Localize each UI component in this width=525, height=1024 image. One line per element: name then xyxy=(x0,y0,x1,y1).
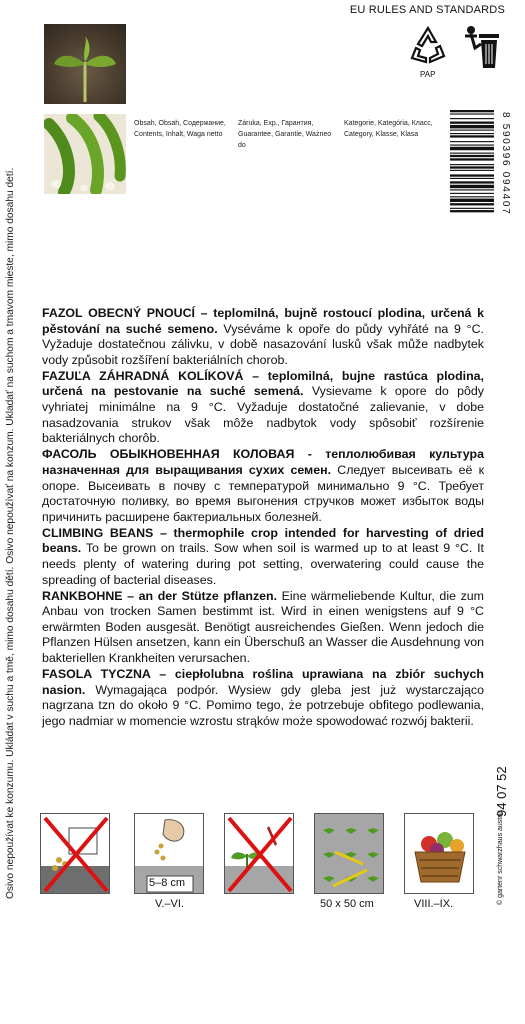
barcode-bar xyxy=(450,170,494,171)
pap-label: PAP xyxy=(420,70,436,79)
barcode-number: 8 590396 094407 xyxy=(500,112,511,216)
paragraph-en-body: To be grown on trails. Sow when soil is warmed up to at least 9 °C. It needs plenty of watering during pot setting, overwatering could cause the spreading of bacterial diseases. xyxy=(42,541,484,587)
spacing-label: 50 x 50 cm xyxy=(320,898,374,910)
barcode-bar xyxy=(450,141,494,142)
sowing-period-label: V.–VI. xyxy=(155,898,184,910)
barcode-bar xyxy=(450,113,494,114)
paragraph-en-title: CLIMBING BEANS – thermophile crop intended for harvesting of dried beans. xyxy=(42,525,484,556)
paragraph-de-title: RANKBOHNE – an der Stütze pflanzen. xyxy=(42,588,278,603)
paragraph-ru-title: ФАСОЛЬ ОБЫКНОВЕННАЯ КОЛОВАЯ - теплолюбивая культура назначенная для выращивания сухих семен. xyxy=(42,447,484,477)
barcode-bar xyxy=(450,193,494,194)
waste-bin-icon xyxy=(461,22,503,72)
pictogram-row xyxy=(40,813,480,893)
barcode-bar xyxy=(450,189,494,190)
sowing-depth-label: 5–8 cm xyxy=(149,877,186,889)
barcode-bar xyxy=(450,153,494,154)
paragraph-de-body: Eine wärmeliebende Kultur, die zum Anbau von trocken Samen bestimmt ist. Wird in einen wenigstens auf 9 °C erwärmten Boden ausgesät. Benötigt ausreichendes Gießen. Wenn jedoch die Pflanzen Hülsen ansetzen, kann ein Überschuß an Wasser die Ausdehnung von bakteriellen Krankheiten verursachen. xyxy=(42,588,484,666)
info-category xyxy=(344,118,444,140)
info-guarantee-line1: Záruka, Exp., Гарантия, xyxy=(238,120,314,127)
barcode-bar xyxy=(450,174,494,176)
info-guarantee xyxy=(238,118,338,151)
paragraph-cz xyxy=(42,306,484,368)
paragraph-sk-body: Vysievame k opore do pôdy vyhriatej minimálne na 9 °C. Vyžaduje dostatočné zalievanie, v dobe nasadzovania strukov však môže nadbytok vody spôsobiť rozšírenie bakteriálnych chorôb. xyxy=(42,384,484,446)
barcode-bar xyxy=(450,181,494,183)
side-storage-text xyxy=(0,0,24,1024)
paragraph-cz-title: FAZOL OBECNÝ PNOUCÍ – teplomilná, bujně rostoucí plodina, určená k pěstování na suché semeno. xyxy=(42,306,484,336)
info-category-line1: Kategorie, Kategória, Класс, xyxy=(344,120,433,127)
recycle-icon xyxy=(408,24,448,68)
no-pre-sowing-pictogram xyxy=(40,813,110,894)
barcode-bar xyxy=(450,203,494,205)
paragraph-pl xyxy=(42,667,484,729)
seedling-photo xyxy=(44,24,126,104)
barcode-bar xyxy=(450,199,494,202)
paragraph-sk xyxy=(42,369,484,447)
barcode-bar xyxy=(450,178,494,179)
sowing-depth-pictogram xyxy=(134,813,204,894)
barcode-bar xyxy=(450,196,494,197)
barcode-bar xyxy=(450,210,494,212)
barcode-bar xyxy=(450,155,494,157)
barcode-bar xyxy=(450,158,494,160)
barcode-bar xyxy=(450,130,494,131)
barcode-bar xyxy=(450,118,494,119)
info-contents-line2: Contents, Inhalt, Waga netto xyxy=(134,131,223,138)
paragraph-cz-body: Vyséváme k opoře do půdy vyhřáté na 9 °C. Vyžaduje dostatečnou zálivku, v době nasazování lusků však může nadbytek vody způsobit rozšíření bakteriálních chorob. xyxy=(42,321,484,367)
paragraph-sk-title: FAZUĽA ZÁHRADNÁ KOLÍKOVÁ – teplomilná, bujne rastúca plodina, určená na pestovanie na suché semená. xyxy=(42,368,484,399)
paragraph-ru xyxy=(42,447,484,525)
paragraph-pl-body: Wymagająca podpór. Wysiew gdy gleba jest już wystarczająco nagrzana tzn do około 9 °C. Pomimo tego, że potrzebuje obfitego podlewania, jego nadmiar w momencie wzrostu strąków może spowodować rozwój bakterii. xyxy=(42,682,484,728)
barcode-bar xyxy=(450,122,494,124)
paragraph-ru-body: Следует высеивать её к опоре. Высеивать в почву с температурой минимально 9 °C. Требует достаточную поливку, во время выгонения стручков может избыток воды причинить расширене бактериальных болезней. xyxy=(42,462,484,524)
info-guarantee-line2: Guarantee, Garantie, Ważneo do xyxy=(238,131,332,149)
product-code-block xyxy=(495,745,515,905)
barcode-bar xyxy=(450,133,494,134)
harvest-period-label: VIII.–IX. xyxy=(414,898,454,910)
beans-photo xyxy=(44,114,126,194)
paragraph-de xyxy=(42,589,484,667)
paragraph-en xyxy=(42,526,484,588)
eu-rules-title: EU RULES AND STANDARDS xyxy=(349,4,505,16)
barcode-bar xyxy=(450,208,494,209)
no-transplant-pictogram xyxy=(224,813,294,894)
barcode-bar xyxy=(450,145,494,146)
paragraph-pl-title: FASOLA TYCZNA – ciepłolubna roślina uprawiana na zbiór suchych nasion. xyxy=(42,667,484,697)
barcode-bar xyxy=(450,125,494,128)
barcode-bar xyxy=(450,164,494,165)
side-storage-label: Osivo nepoužívat ke konzumu. Ukládat v suchu a tmě, mimo dosahu dětí. Osivo nepoužívať na konzum. Ukladať na suchom a tmavom mieste, mimo dosahu detí. xyxy=(5,167,16,899)
product-code: 94 07 52 xyxy=(494,766,509,817)
barcode-digits xyxy=(497,112,511,288)
barcode-bar xyxy=(450,110,494,112)
barcode-bar xyxy=(450,185,494,188)
barcode-bar xyxy=(450,147,494,150)
barcode-bar xyxy=(450,135,494,137)
info-contents-line1: Obsah, Obsah, Содержание, xyxy=(134,120,226,127)
description-block xyxy=(42,306,484,730)
info-contents xyxy=(134,118,234,140)
copyright-text: © gartenr schwarzhaus austria xyxy=(497,809,504,905)
barcode-bar xyxy=(450,166,494,168)
info-category-line2: Category, Klasse, Klasa xyxy=(344,131,419,138)
harvest-pictogram xyxy=(404,813,474,894)
plant-spacing-pictogram xyxy=(314,813,384,894)
